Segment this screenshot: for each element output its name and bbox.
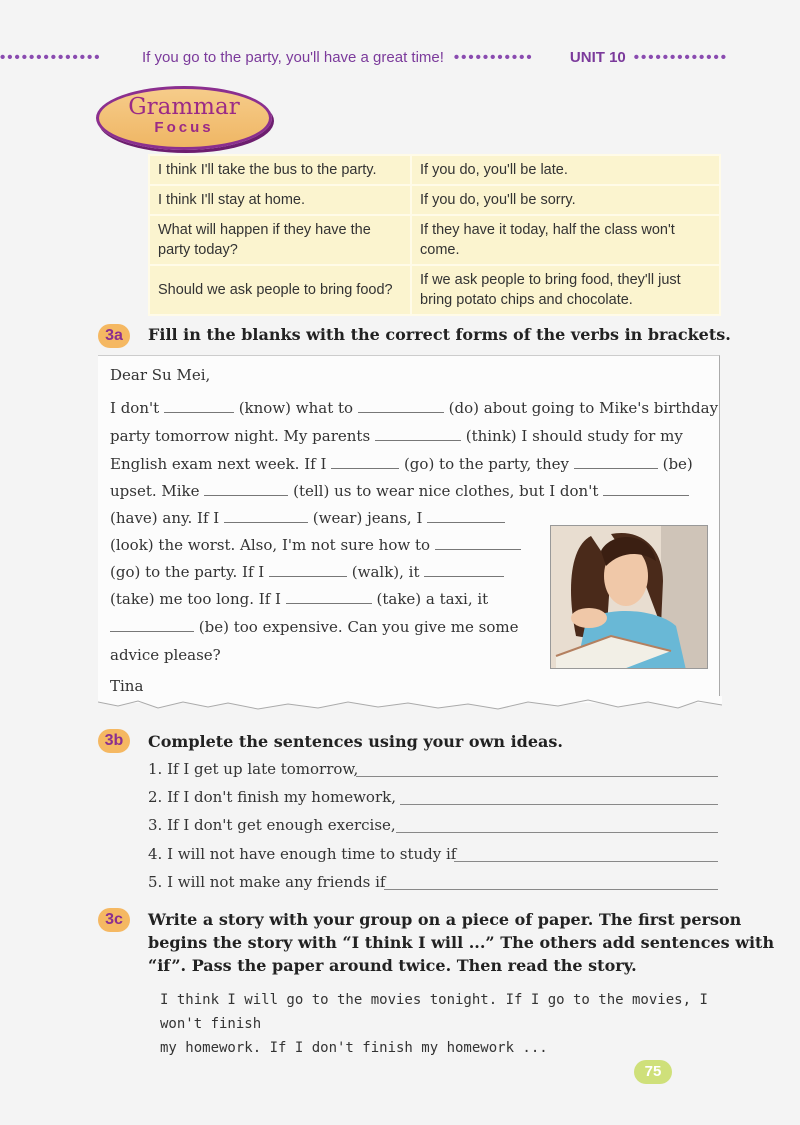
torn-paper-edge (98, 696, 722, 714)
letter-line-2 (110, 427, 683, 445)
table-cell: If they have it today, half the class won't come. (411, 215, 720, 265)
letter-text: (go) to the party, they (403, 455, 570, 473)
unit-label: UNIT 10 (569, 48, 626, 66)
exercise-3b-instruction: Complete the sentences using your own ideas. (148, 732, 563, 751)
letter-line-3 (110, 455, 693, 473)
letter-line-6 (110, 536, 521, 554)
story-line-2: my homework. If I don't finish my homework ... (160, 1040, 548, 1056)
grammar-focus-badge (96, 86, 272, 150)
answer-line-3[interactable] (396, 832, 718, 833)
table-cell: Should we ask people to bring food? (149, 265, 411, 315)
letter-text: (tell) us to wear nice clothes, but I don't (293, 482, 599, 500)
blank-input[interactable] (375, 427, 461, 441)
table-cell: I think I'll stay at home. (149, 185, 411, 215)
letter-text: (take) me too long. If I (110, 590, 281, 608)
letter-line-5 (110, 509, 505, 527)
badge-title: Grammar (128, 94, 240, 120)
girl-reading-image (551, 526, 708, 669)
blank-input[interactable] (164, 399, 234, 413)
letter-text: party tomorrow night. My parents (110, 427, 371, 445)
blank-input[interactable] (574, 455, 658, 469)
letter-text: (be) (662, 455, 693, 473)
blank-input[interactable] (331, 455, 399, 469)
answer-line-5[interactable] (384, 889, 718, 890)
answer-line-1[interactable] (356, 776, 718, 777)
exercise-3c-label: 3c (98, 908, 130, 932)
letter-line-1 (110, 399, 718, 417)
exercise-3b-item-4: 4. I will not have enough time to study if (148, 845, 457, 863)
letter-text: I don't (110, 399, 160, 417)
header-dots-right: ••••••••••••• (633, 48, 729, 66)
exercise-3c-instruction-3: “if”. Pass the paper around twice. Then read the story. (148, 956, 637, 975)
blank-input[interactable] (224, 509, 308, 523)
letter-text: (walk), it (351, 563, 420, 581)
letter-greeting: Dear Su Mei, (110, 366, 211, 384)
letter-text: (look) the worst. Also, I'm not sure how to (110, 536, 431, 554)
letter-text: English exam next week. If I (110, 455, 327, 473)
letter-text: (know) what to (238, 399, 354, 417)
table-cell: I think I'll take the bus to the party. (149, 155, 411, 185)
example-story (160, 988, 730, 1060)
blank-input[interactable] (204, 482, 288, 496)
answer-line-2[interactable] (400, 804, 718, 805)
table-cell: If you do, you'll be sorry. (411, 185, 720, 215)
exercise-3b-label: 3b (98, 729, 130, 753)
story-line-1: I think I will go to the movies tonight. If I go to the movies, I won't finish (160, 992, 708, 1032)
letter-line-10: advice please? (110, 646, 221, 664)
letter-text: (do) about going to Mike's birthday (448, 399, 719, 417)
exercise-3c-instruction-2: begins the story with “I think I will ...” The others add sentences with (148, 933, 775, 952)
blank-input[interactable] (427, 509, 505, 523)
blank-input[interactable] (603, 482, 689, 496)
header-title: If you go to the party, you'll have a great time! (142, 48, 444, 66)
grammar-table (148, 154, 721, 316)
exercise-3c-instruction-1: Write a story with your group on a piece of paper. The first person (148, 910, 742, 929)
header-dots-left: •••••••••••••• (0, 48, 102, 66)
letter-line-9 (110, 618, 518, 636)
blank-input[interactable] (286, 590, 372, 604)
table-row (149, 265, 720, 315)
blank-input[interactable] (435, 536, 521, 550)
exercise-3b-item-3: 3. If I don't get enough exercise, (148, 816, 396, 834)
table-cell: If you do, you'll be late. (411, 155, 720, 185)
table-row (149, 185, 720, 215)
exercise-3b-item-2: 2. If I don't finish my homework, (148, 788, 396, 806)
letter-text: (go) to the party. If I (110, 563, 265, 581)
letter-line-8 (110, 590, 488, 608)
letter-text: (wear) jeans, I (312, 509, 423, 527)
girl-reading-photo (550, 525, 708, 669)
badge-subtitle: Focus (154, 119, 214, 136)
letter-text: (take) a taxi, it (376, 590, 489, 608)
letter-signature: Tina (110, 677, 144, 695)
blank-input[interactable] (424, 563, 504, 577)
page-header (0, 44, 800, 70)
letter-line-4 (110, 482, 689, 500)
blank-input[interactable] (110, 618, 194, 632)
table-row (149, 155, 720, 185)
letter-text: upset. Mike (110, 482, 200, 500)
table-cell: If we ask people to bring food, they'll just bring potato chips and chocolate. (411, 265, 720, 315)
letter-text: (have) any. If I (110, 509, 220, 527)
exercise-3b-item-1: 1. If I get up late tomorrow, (148, 760, 359, 778)
letter-text: (be) too expensive. Can you give me some (198, 618, 519, 636)
letter-text: (think) I should study for my (465, 427, 683, 445)
exercise-3a-label: 3a (98, 324, 130, 348)
answer-line-4[interactable] (454, 861, 718, 862)
exercise-3b-item-5: 5. I will not make any friends if (148, 873, 386, 891)
letter-line-7 (110, 563, 504, 581)
table-row (149, 215, 720, 265)
page-number: 75 (634, 1060, 672, 1084)
exercise-3a-instruction: Fill in the blanks with the correct forms of the verbs in brackets. (148, 325, 731, 344)
blank-input[interactable] (269, 563, 347, 577)
header-dots-middle: ••••••••••• (453, 48, 534, 66)
table-cell: What will happen if they have the party today? (149, 215, 411, 265)
blank-input[interactable] (358, 399, 444, 413)
